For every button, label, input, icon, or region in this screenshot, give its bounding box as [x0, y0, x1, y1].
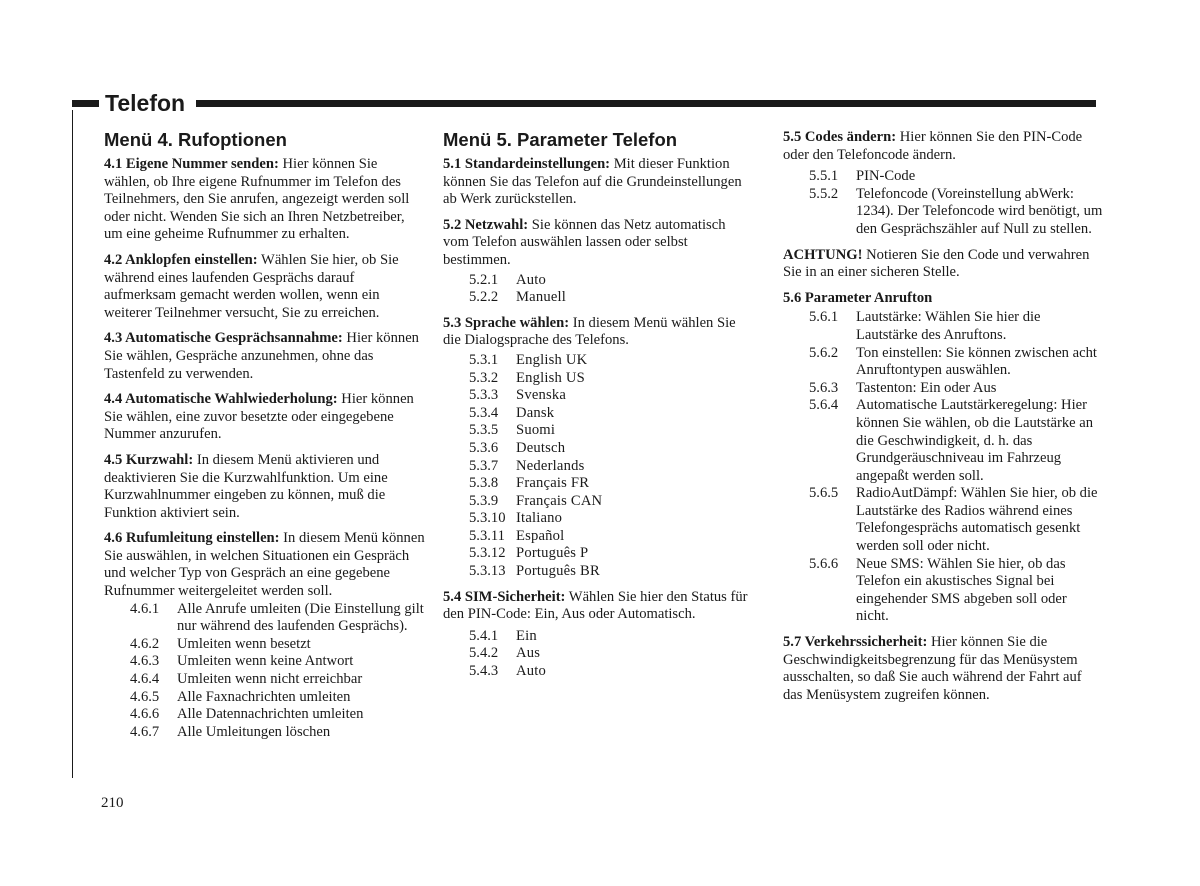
list-5-3: [443, 352, 755, 581]
item-text: Dansk: [516, 404, 555, 421]
list-item: [443, 510, 755, 528]
item-number: 4.6.6: [130, 706, 160, 723]
item-number: 5.6.2: [809, 344, 839, 361]
item-number: 5.6.4: [809, 397, 839, 414]
item-number: 5.3.11: [469, 527, 505, 544]
paragraph-heading: 5.2 Netzwahl:: [443, 216, 529, 233]
list-item: [443, 563, 755, 581]
item-text: Umleiten wenn keine Antwort: [177, 653, 354, 670]
list-item: [104, 724, 426, 742]
item-text: Suomi: [516, 422, 556, 439]
item-text: Ton einstellen: Sie können zwischen acht Anruftontypen auswählen.: [856, 344, 1097, 379]
item-text: Nederlands: [516, 457, 585, 474]
list-item: [443, 493, 755, 511]
paragraph-text: Sie können das Netz automatisch vom Telefon auswählen lassen oder selbst bestimmen.: [443, 216, 726, 268]
paragraph-5-6: [783, 290, 1103, 308]
warning-paragraph: [783, 247, 1103, 282]
column-menu-4: [104, 128, 426, 749]
item-number: 4.6.2: [130, 635, 160, 652]
item-number: 4.6.4: [130, 671, 160, 688]
paragraph-text: Hier können Sie wählen, Gespräche anzunehmen, ohne das Tastenfeld zu verwenden.: [104, 330, 419, 382]
list-5-4: [443, 628, 755, 681]
paragraph-5-5: [783, 129, 1103, 164]
paragraph-5-4: [443, 589, 755, 624]
paragraph-heading: 5.7 Verkehrssicherheit:: [783, 634, 928, 651]
list-item: [443, 422, 755, 440]
item-text: English UK: [516, 351, 588, 368]
item-text: Automatische Lautstärkeregelung: Hier können Sie wählen, ob die Lautstärke an die Geschwindigkeit, d. h. das Grundgeräuschniveau im Fahrzeug angepaßt werden soll.: [856, 397, 1094, 484]
paragraph-4-2: [104, 252, 426, 322]
item-text: Telefoncode (Voreinstellung abWerk: 1234). Der Telefoncode wird benötigt, um den Gesprächszähler auf Null zu stellen.: [856, 185, 1103, 237]
item-number: 5.4.1: [469, 627, 499, 644]
header-rule-right: [196, 100, 1096, 107]
item-text: Auto: [516, 663, 546, 680]
item-text: Alle Umleitungen löschen: [177, 723, 331, 740]
item-number: 5.3.13: [469, 563, 506, 580]
list-item: [783, 380, 1103, 398]
paragraph-heading: 4.1 Eigene Nummer senden:: [104, 156, 279, 172]
item-text: Français CAN: [516, 492, 603, 509]
list-item: [783, 485, 1103, 555]
list-item: [443, 440, 755, 458]
paragraph-4-1: [104, 156, 426, 244]
item-text: English US: [516, 369, 585, 386]
page-number: 210: [101, 795, 124, 811]
item-number: 5.6.1: [809, 309, 839, 326]
item-number: 5.3.12: [469, 545, 506, 562]
item-number: 5.5.1: [809, 168, 839, 185]
item-text: Alle Faxnachrichten umleiten: [177, 688, 351, 705]
paragraph-text: Mit dieser Funktion können Sie das Telefon auf die Grundeinstellungen ab Werk zurückstellen.: [443, 156, 742, 208]
list-item: [443, 272, 755, 290]
item-text: Italiano: [516, 510, 563, 527]
list-item: [443, 663, 755, 681]
item-text: Svenska: [516, 387, 567, 404]
list-item: [783, 556, 1103, 626]
item-text: Alle Datennachrichten umleiten: [177, 706, 364, 723]
item-text: Neue SMS: Wählen Sie hier, ob das Telefon ein akustisches Signal bei eingehender SMS abgeben soll oder nicht.: [856, 555, 1067, 625]
list-item: [104, 601, 426, 636]
item-number: 5.3.3: [469, 387, 499, 404]
paragraph-text: Wählen Sie hier den Status für den PIN-Code: Ein, Aus oder Automatisch.: [443, 588, 748, 623]
list-item: [443, 475, 755, 493]
paragraph-heading: 5.4 SIM-Sicherheit:: [443, 588, 566, 605]
item-number: 5.4.2: [469, 645, 499, 662]
item-number: 5.3.10: [469, 510, 506, 527]
item-text: Français FR: [516, 475, 590, 492]
item-number: 5.5.2: [809, 185, 839, 202]
paragraph-text: In diesem Menü können Sie auswählen, in welchen Situationen ein Gespräch und welcher Typ von Gespräch an eine gegebene Rufnummer weitergeleitet werden soll.: [104, 530, 425, 600]
list-item: [443, 628, 755, 646]
item-number: 5.3.9: [469, 492, 499, 509]
page-title: Telefon: [105, 90, 186, 116]
item-number: 5.4.3: [469, 663, 499, 680]
paragraph-5-7: [783, 634, 1103, 704]
item-number: 4.6.5: [130, 688, 160, 705]
paragraph-text: In diesem Menü wählen Sie die Dialogsprache des Telefons.: [443, 314, 736, 349]
item-number: 5.3.6: [469, 439, 499, 456]
paragraph-heading: 4.5 Kurzwahl:: [104, 451, 194, 468]
item-number: 4.6.7: [130, 723, 160, 740]
paragraph-text: Wählen Sie hier, ob Sie während eines laufenden Gesprächs darauf aufmerksam gemacht werden wollen, wenn ein weiterer Teilnehmer versucht, Sie zu erreichen.: [104, 251, 399, 321]
paragraph-text: Hier können Sie die Geschwindigkeitsbegrenzung für das Menüsystem ausschalten, so daß Sie auch während der Fahrt auf das Menüsystem zugreifen können.: [783, 634, 1082, 703]
list-item: [443, 289, 755, 307]
list-item: [783, 186, 1103, 239]
header-rule-left: [72, 100, 99, 107]
paragraph-heading: 5.6 Parameter Anrufton: [783, 289, 933, 306]
paragraph-text: Hier können Sie wählen, ob Ihre eigene Rufnummer im Telefon des Teilnehmers, den Sie anrufen, angezeigt werden soll oder nicht. Wenden Sie sich an Ihren Netzbetreiber, um eine geheime Rufnummer zu erhalten.: [104, 156, 410, 243]
section-title-menu-5: Menü 5. Parameter Telefon: [443, 129, 678, 150]
item-text: Aus: [516, 645, 541, 662]
item-text: Português P: [516, 545, 589, 562]
item-number: 5.2.1: [469, 271, 499, 288]
item-number: 5.6.6: [809, 555, 839, 572]
item-number: 5.2.2: [469, 289, 499, 306]
item-text: Auto: [516, 271, 546, 288]
paragraph-heading: 5.3 Sprache wählen:: [443, 314, 570, 331]
item-number: 5.3.8: [469, 475, 499, 492]
paragraph-text: Hier können Sie wählen, eine zuvor besetzte oder eingegebene Nummer anzurufen.: [104, 391, 414, 443]
paragraph-text: Notieren Sie den Code und verwahren Sie in an einer sicheren Stelle.: [783, 246, 1090, 281]
paragraph-5-1: [443, 156, 755, 209]
list-item: [104, 636, 426, 654]
list-item: [443, 645, 755, 663]
list-item: [783, 345, 1103, 380]
list-item: [443, 370, 755, 388]
item-number: 5.3.7: [469, 457, 499, 474]
item-number: 5.3.5: [469, 422, 499, 439]
list-item: [783, 168, 1103, 186]
paragraph-heading: 5.1 Standardeinstellungen:: [443, 156, 611, 172]
item-text: Alle Anrufe umleiten (Die Einstellung gilt nur während des laufenden Gesprächs).: [177, 600, 424, 635]
item-text: Deutsch: [516, 439, 566, 456]
list-item: [104, 706, 426, 724]
list-item: [783, 397, 1103, 485]
column-menu-5-continued: [783, 129, 1103, 712]
list-item: [443, 387, 755, 405]
item-text: PIN-Code: [856, 168, 916, 185]
paragraph-heading: 4.4 Automatische Wahlwiederholung:: [104, 391, 338, 408]
list-5-2: [443, 272, 755, 307]
item-number: 4.6.3: [130, 653, 160, 670]
paragraph-heading: 4.3 Automatische Gesprächsannahme:: [104, 330, 343, 347]
list-item: [104, 689, 426, 707]
item-number: 5.6.3: [809, 379, 839, 396]
item-text: Lautstärke: Wählen Sie hier die Lautstärke des Anruftons.: [856, 309, 1041, 343]
item-text: Manuell: [516, 289, 567, 306]
list-5-6: [783, 309, 1103, 626]
paragraph-heading: 4.6 Rufumleitung einstellen:: [104, 530, 280, 547]
list-item: [443, 458, 755, 476]
list-item: [104, 671, 426, 689]
item-number: 5.3.1: [469, 351, 499, 368]
paragraph-text: In diesem Menü aktivieren und deaktivieren Sie die Kurzwahlfunktion. Um eine Kurzwahlnummer eingeben zu können, muß die Funktion aktiviert sein.: [104, 451, 388, 521]
warning-label: ACHTUNG!: [783, 246, 863, 263]
section-title-menu-4: Menü 4. Rufoptionen: [104, 129, 287, 150]
item-text: Português BR: [516, 563, 600, 580]
paragraph-5-3: [443, 315, 755, 350]
list-4-6: [104, 601, 426, 742]
item-number: 5.3.4: [469, 404, 499, 421]
paragraph-5-2: [443, 217, 755, 270]
item-number: 5.3.2: [469, 369, 499, 386]
item-text: Umleiten wenn nicht erreichbar: [177, 671, 363, 688]
list-item: [104, 653, 426, 671]
list-item: [443, 545, 755, 563]
paragraph-heading: 5.5 Codes ändern:: [783, 129, 897, 145]
paragraph-4-4: [104, 391, 426, 444]
paragraph-4-5: [104, 452, 426, 522]
item-number: 4.6.1: [130, 600, 160, 617]
item-text: Tastenton: Ein oder Aus: [856, 379, 997, 396]
item-text: Umleiten wenn besetzt: [177, 635, 311, 652]
item-text: Español: [516, 527, 565, 544]
item-text: RadioAutDämpf: Wählen Sie hier, ob die Lautstärke des Radios während eines Telefongesprächs automatisch gesenkt werden soll oder nicht.: [856, 485, 1098, 555]
column-menu-5: [443, 128, 755, 689]
item-text: Ein: [516, 627, 537, 644]
paragraph-4-6: [104, 530, 426, 600]
paragraph-4-3: [104, 330, 426, 383]
paragraph-heading: 4.2 Anklopfen einstellen:: [104, 251, 258, 268]
list-item: [443, 352, 755, 370]
list-item: [443, 405, 755, 423]
paragraph-text: Hier können Sie den PIN-Code oder den Telefoncode ändern.: [783, 129, 1083, 163]
margin-line: [72, 110, 73, 778]
list-item: [443, 528, 755, 546]
item-number: 5.6.5: [809, 485, 839, 502]
list-5-5: [783, 168, 1103, 238]
list-item: [783, 309, 1103, 344]
